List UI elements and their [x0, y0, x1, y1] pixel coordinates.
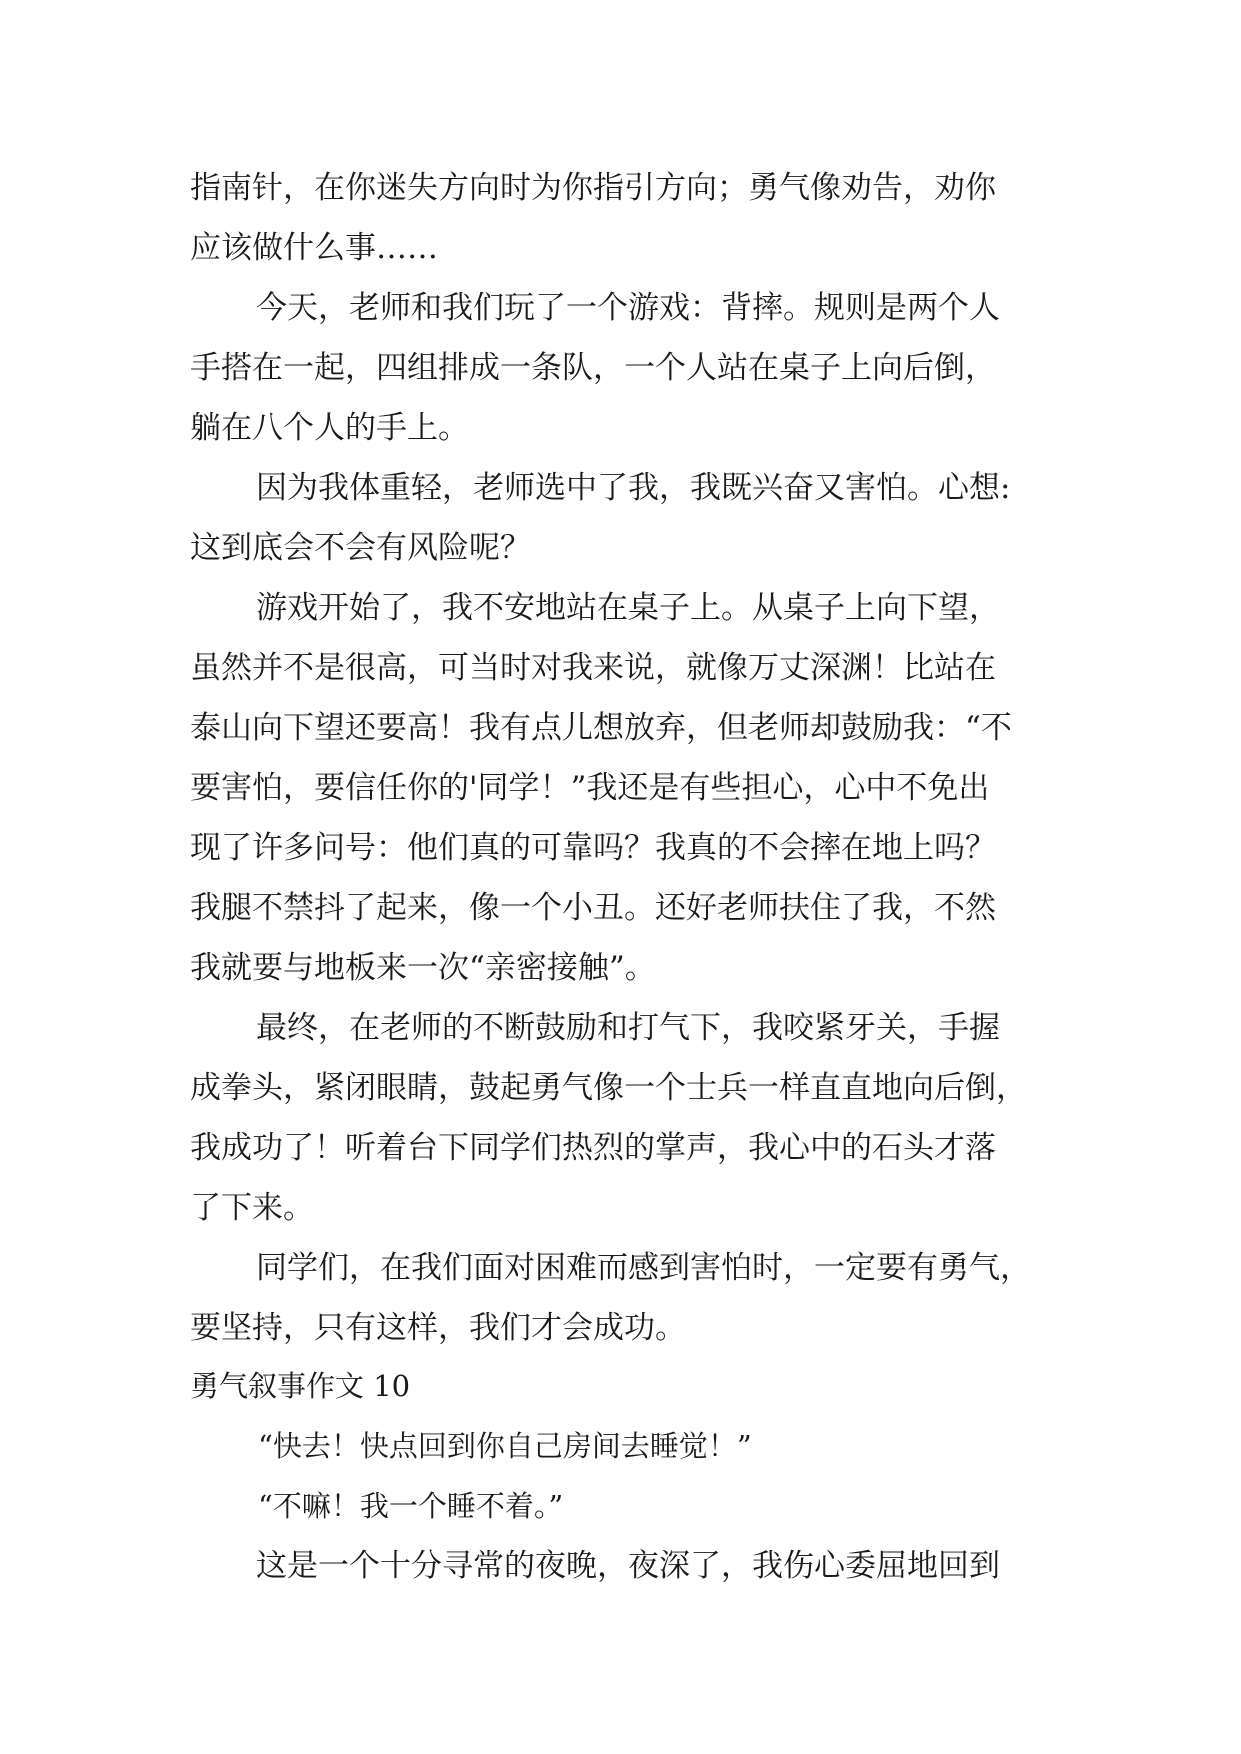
text-line: 这是一个十分寻常的夜晚，夜深了，我伤心委屈地回到 — [256, 1548, 1000, 1584]
text-line: 虽然并不是很高，可当时对我来说，就像万丈深渊！比站在 — [190, 650, 996, 686]
text-line: 要坚持，只有这样，我们才会成功。 — [190, 1310, 686, 1346]
text-line: 现了许多问号：他们真的可靠吗？我真的不会摔在地上吗？ — [190, 830, 996, 866]
text-line: 手搭在一起，四组排成一条队，一个人站在桌子上向后倒， — [190, 350, 996, 386]
text-line: 游戏开始了，我不安地站在桌子上。从桌子上向下望， — [256, 590, 1000, 626]
text-line: 躺在八个人的手上。 — [190, 410, 469, 446]
text-line: “不嘛！我一个睡不着。” — [258, 1489, 564, 1523]
text-line: 成拳头，紧闭眼睛，鼓起勇气像一个士兵一样直直地向后倒， — [190, 1070, 1027, 1106]
text-line: 泰山向下望还要高！我有点儿想放弃，但老师却鼓励我：“不 — [190, 710, 1012, 746]
text-line: 同学们，在我们面对困难而感到害怕时，一定要有勇气， — [256, 1250, 1031, 1286]
text-line: “快去！快点回到你自己房间去睡觉！” — [258, 1429, 752, 1463]
text-line: 了下来。 — [190, 1190, 314, 1226]
section-heading: 勇气叙事作文 10 — [190, 1369, 411, 1403]
text-line: 我腿不禁抖了起来，像一个小丑。还好老师扶住了我，不然 — [190, 890, 996, 926]
text-line: 今天，老师和我们玩了一个游戏：背摔。规则是两个人 — [256, 290, 1000, 326]
text-line: 因为我体重轻，老师选中了我，我既兴奋又害怕。心想: — [256, 470, 1011, 506]
text-line: 指南针，在你迷失方向时为你指引方向；勇气像劝告，劝你 — [190, 170, 996, 206]
text-line: 我就要与地板来一次“亲密接触”。 — [190, 950, 656, 986]
text-line: 我成功了！听着台下同学们热烈的掌声，我心中的石头才落 — [190, 1130, 996, 1166]
text-line: 要害怕，要信任你的'同学！”我还是有些担心，心中不免出 — [190, 770, 990, 806]
text-line: 最终，在老师的不断鼓励和打气下，我咬紧牙关，手握 — [256, 1010, 1000, 1046]
text-line: 这到底会不会有风险呢？ — [190, 530, 531, 566]
text-line: 应该做什么事…… — [190, 230, 438, 266]
